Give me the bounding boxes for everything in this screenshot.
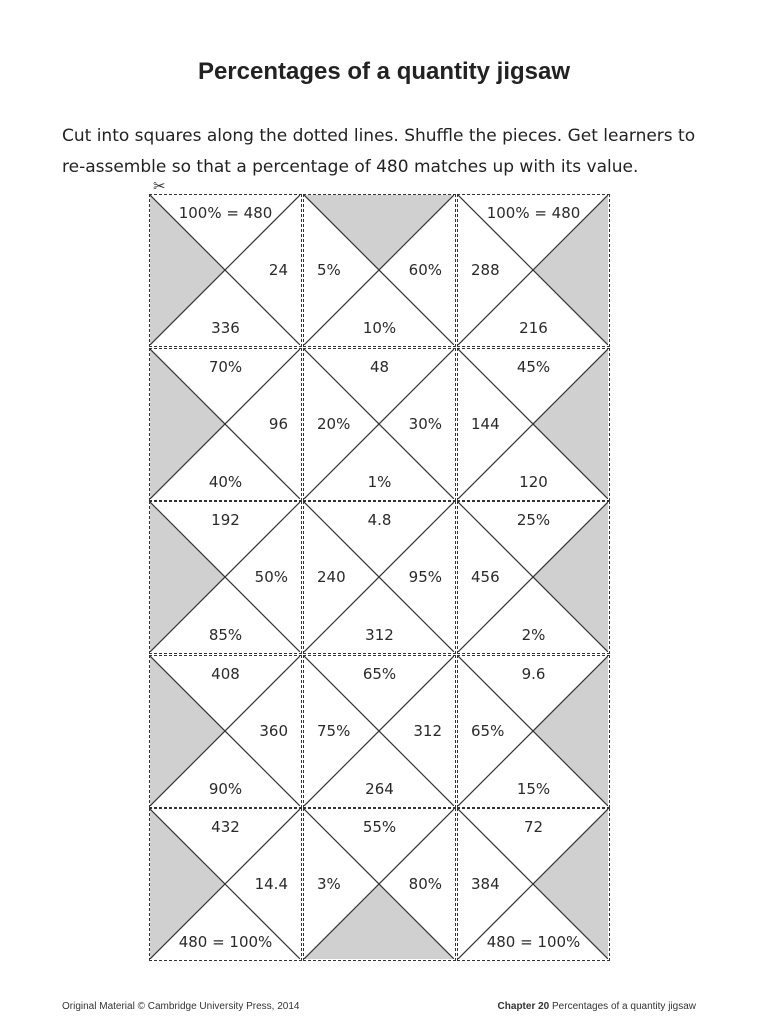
piece-left-label: 144 — [471, 414, 500, 433]
piece-right-label: 96 — [268, 414, 288, 433]
piece-bottom-label: 120 — [519, 472, 548, 491]
piece-right-label: 312 — [413, 721, 442, 740]
jigsaw-piece — [149, 194, 302, 347]
jigsaw-piece — [303, 194, 456, 347]
piece-left-label: 384 — [471, 875, 500, 893]
piece-left-label: 240 — [317, 568, 346, 586]
jigsaw-piece — [303, 655, 456, 808]
page-title: Percentages of a quantity jigsaw — [197, 58, 571, 85]
footer-chapter-number: Chapter 20 — [497, 1001, 550, 1012]
jigsaw-piece — [303, 501, 456, 654]
piece-bottom-label: 480 = 100% — [178, 933, 273, 951]
piece-top-label: 45% — [516, 357, 551, 376]
piece-left-label: 456 — [471, 568, 500, 586]
piece-bottom-label: 480 = 100% — [486, 933, 581, 951]
jigsaw-piece — [149, 348, 302, 501]
piece-right-label: 24 — [268, 261, 288, 279]
jigsaw-piece — [149, 501, 302, 654]
jigsaw-piece — [457, 501, 610, 654]
piece-right-label: 360 — [259, 721, 288, 740]
jigsaw-piece — [457, 348, 610, 501]
piece-top-label: 70% — [208, 357, 243, 376]
piece-bottom-label: 1% — [367, 472, 392, 491]
piece-right-label: 60% — [408, 261, 442, 279]
piece-bottom-label: 216 — [519, 319, 548, 337]
piece-top-label: 55% — [362, 818, 397, 836]
jigsaw-piece — [149, 808, 302, 961]
piece-right-label: 80% — [408, 875, 442, 893]
piece-top-label: 65% — [362, 664, 397, 683]
piece-right-label: 95% — [408, 568, 442, 586]
jigsaw-piece — [457, 194, 610, 347]
piece-left-label: 3% — [317, 875, 341, 893]
piece-top-label: 48 — [369, 357, 390, 376]
piece-right-label: 50% — [254, 568, 288, 586]
scissors-icon: ✂ — [153, 177, 166, 195]
piece-bottom-label: 85% — [208, 626, 243, 644]
instructions-line-2: re-assemble so that a percentage of 480 matches up with its value. — [62, 157, 639, 177]
piece-top-label: 432 — [211, 818, 240, 836]
piece-right-label: 14.4 — [254, 875, 288, 893]
piece-top-label: 25% — [516, 511, 551, 529]
jigsaw-piece — [149, 655, 302, 808]
jigsaw-piece — [457, 655, 610, 808]
piece-left-label: 75% — [317, 721, 351, 740]
piece-left-label: 65% — [471, 721, 505, 740]
piece-bottom-label: 336 — [211, 319, 240, 337]
piece-top-label: 72 — [523, 818, 544, 836]
instructions-line-1: Cut into squares along the dotted lines. Shuffle the pieces. Get learners to — [62, 126, 696, 146]
piece-top-label: 4.8 — [367, 511, 392, 529]
piece-bottom-label: 40% — [208, 472, 243, 491]
footer-copyright: Original Material © Cambridge University Press, 2014 — [62, 1001, 300, 1012]
piece-bottom-label: 2% — [521, 626, 546, 644]
piece-right-label: 30% — [408, 414, 442, 433]
piece-top-label: 100% = 480 — [178, 204, 273, 222]
piece-top-label: 100% = 480 — [486, 204, 581, 222]
footer-chapter — [498, 1001, 696, 1012]
jigsaw-piece — [303, 808, 456, 961]
piece-top-label: 9.6 — [521, 664, 546, 683]
jigsaw-piece — [303, 348, 456, 501]
jigsaw-piece — [457, 808, 610, 961]
piece-left-label: 20% — [317, 414, 351, 433]
piece-bottom-label: 264 — [365, 779, 394, 798]
piece-left-label: 5% — [317, 261, 341, 279]
footer-chapter-title: Percentages of a quantity jigsaw — [552, 1001, 696, 1012]
jigsaw-grid — [149, 194, 610, 963]
piece-bottom-label: 15% — [516, 779, 551, 798]
piece-top-label: 192 — [211, 511, 240, 529]
piece-bottom-label: 90% — [208, 779, 243, 798]
piece-left-label: 288 — [471, 261, 500, 279]
piece-top-label: 408 — [211, 664, 240, 683]
piece-bottom-label: 312 — [365, 626, 394, 644]
piece-bottom-label: 10% — [362, 319, 397, 337]
